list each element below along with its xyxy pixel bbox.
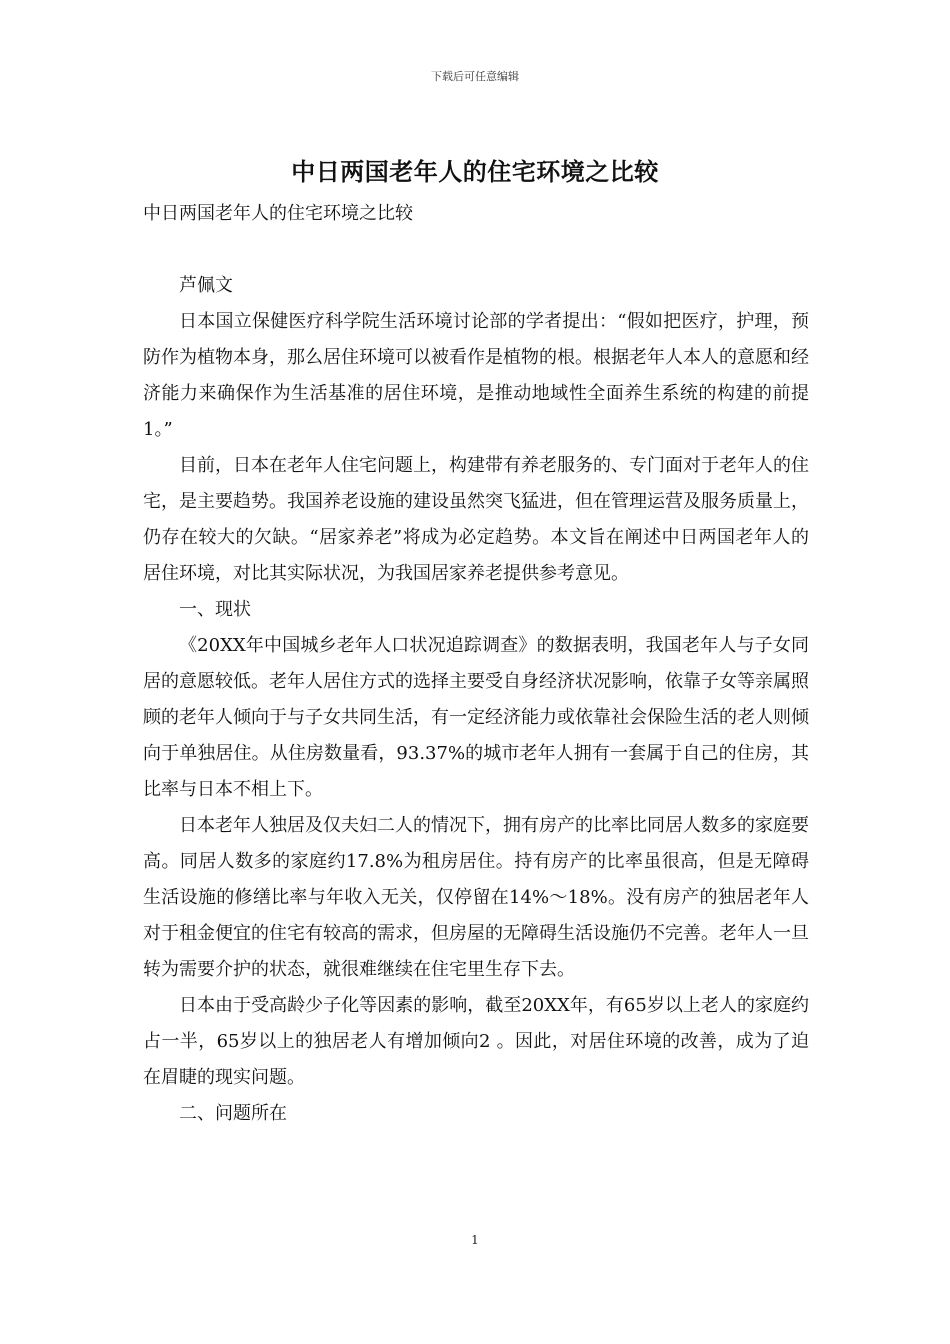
header-note: 下载后可任意编辑 (431, 70, 519, 83)
author-line: 芦佩文 (179, 275, 233, 296)
document-body (143, 196, 809, 1132)
document-title: 中日两国老年人的住宅环境之比较 (291, 158, 659, 186)
section-heading: 二、问题所在 (179, 1103, 287, 1124)
blank-line (143, 232, 809, 268)
section-heading: 一、现状 (179, 599, 251, 620)
paragraph: 日本老年人独居及仅夫妇二人的情况下，拥有房产的比率比同居人数多的家庭要高。同居人数多的家庭约17.8%为租房居住。持有房产的比率虽很高，但是无障碍生活设施的修缮比率与年收入无关，仅停留在14%～18%。没有房产的独居老年人对于租金便宜的住宅有较高的需求，但房屋的无障碍生活设施仍不完善。老年人一旦转为需要介护的状态，就很难继续在住宅里生存下去。 (143, 815, 809, 980)
paragraph: 日本由于受高龄少子化等因素的影响，截至20XX年，有65岁以上老人的家庭约占一半，65岁以上的独居老人有增加倾向2 。因此，对居住环境的改善，成为了迫在眉睫的现实问题。 (143, 995, 809, 1088)
page-number: 1 (471, 1233, 479, 1247)
paragraph: 目前，日本在老年人住宅问题上，构建带有养老服务的、专门面对于老年人的住宅，是主要趋势。我国养老设施的建设虽然突飞猛进，但在管理运营及服务质量上，仍存在较大的欠缺。“居家养老”将成为必定趋势。本文旨在阐述中日两国老年人的居住环境，对比其实际状况，为我国居家养老提供参考意见。 (143, 455, 809, 584)
document-subtitle: 中日两国老年人的住宅环境之比较 (143, 203, 413, 224)
paragraph: 日本国立保健医疗科学院生活环境讨论部的学者提出：“假如把医疗，护理，预防作为植物本身，那么居住环境可以被看作是植物的根。根据老年人本人的意愿和经济能力来确保作为生活基准的居住环境，是推动地域性全面养生系统的构建的前提1。” (143, 311, 809, 440)
paragraph: 《20XX年中国城乡老年人口状况追踪调查》的数据表明，我国老年人与子女同居的意愿较低。老年人居住方式的选择主要受自身经济状况影响，依靠子女等亲属照顾的老年人倾向于与子女共同生活，有一定经济能力或依靠社会保险生活的老人则倾向于单独居住。从住房数量看，93.37%的城市老年人拥有一套属于自己的住房，其比率与日本不相上下。 (143, 635, 809, 800)
